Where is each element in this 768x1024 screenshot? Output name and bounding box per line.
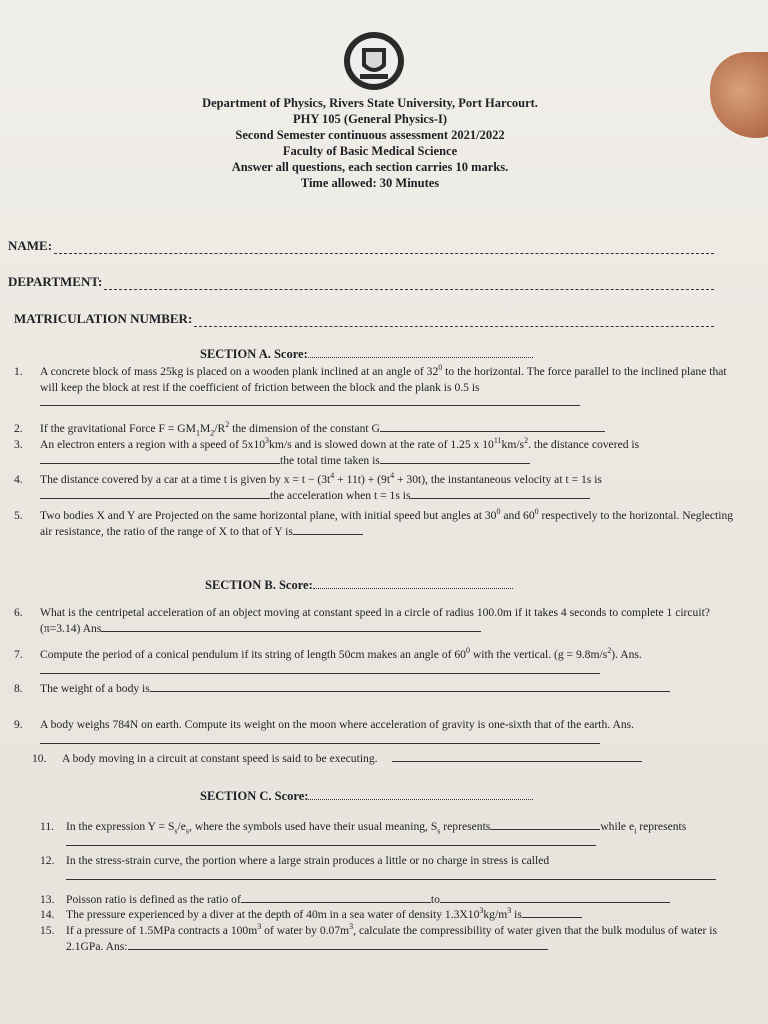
matric-blank xyxy=(194,316,714,327)
name-label: NAME: xyxy=(8,238,53,253)
question-14: 14. The pressure experienced by a diver at the depth of 40m in a sea water of density $1.3X10^3kg/m^3$ is xyxy=(40,907,745,923)
header-time: Time allowed: 30 Minutes xyxy=(300,176,440,190)
question-8: 8. The weight of a body is xyxy=(14,681,744,697)
department-field xyxy=(8,274,714,290)
answer-blank xyxy=(66,836,596,846)
answer-blank xyxy=(128,940,548,950)
answer-blank xyxy=(380,422,605,432)
answer-blank xyxy=(241,893,431,903)
question-5: 5. Two bodies X and Y are Projected on the same horizontal plane, with initial speed but angles at $30^0$ and $60^0$ respectively to the horizontal. Neglecting air resistance, the ratio of the range of X to that of Y is xyxy=(14,507,734,538)
name-field xyxy=(8,238,714,254)
question-9: 9. A body weighs 784N on earth. Compute its weight on the moon where acceleration of gravity is one-sixth that of the earth. Ans. xyxy=(14,717,744,748)
answer-blank xyxy=(380,454,530,464)
answer-blank xyxy=(293,525,363,535)
answer-blank xyxy=(40,664,600,674)
answer-blank xyxy=(101,622,481,632)
name-blank xyxy=(54,243,714,254)
matric-field xyxy=(14,311,714,327)
header-course: PHY 105 (General Physics-I) xyxy=(292,112,448,126)
answer-blank xyxy=(150,682,670,692)
question-12: 12. In the stress-strain curve, the portion where a large strain produces a little or no charge in stress is called xyxy=(40,853,745,884)
answer-blank xyxy=(66,870,716,880)
answer-blank xyxy=(40,734,600,744)
answer-blank xyxy=(410,489,590,499)
answer-blank xyxy=(40,454,280,464)
header-semester: Second Semester continuous assessment 2021/2022 xyxy=(235,128,505,142)
question-13: 13. Poisson ratio is defined as the ratio of to xyxy=(40,892,745,908)
question-6: 6. What is the centripetal acceleration of an object moving at constant speed in a circle of radius 100.0m if it takes 4 seconds to complete 1 circuit? (π=3.14) Ans xyxy=(14,606,710,635)
answer-blank xyxy=(440,893,670,903)
section-c-title: SECTION C. Score: xyxy=(200,789,533,804)
question-3: 3. An electron enters a region with a speed of $5x10^3km/s$ and is slowed down at the rate of 1.25 x $10^{11}km/s^2$. the distance covered isthe total time taken is xyxy=(14,436,640,467)
header-faculty: Faculty of Basic Medical Science xyxy=(282,144,458,158)
department-blank xyxy=(104,279,714,290)
section-b-title: SECTION B. Score: xyxy=(205,578,513,593)
answer-blank xyxy=(392,752,642,762)
question-2: 2. If the gravitational Force $F = GM_1M_2/R^2$ the dimension of the constant G xyxy=(14,421,744,437)
answer-blank xyxy=(522,908,582,918)
matric-label: MATRICULATION NUMBER: xyxy=(14,311,193,326)
answer-blank xyxy=(40,489,270,499)
answer-blank xyxy=(40,396,580,406)
university-crest-icon xyxy=(342,30,406,92)
question-15: 15. If a pressure of 1.5MPa contracts a $100m^3$ of water by $0.07m^3$, calculate the compressibility of water given that the bulk modulus of water is 2.1GPa. Ans: xyxy=(40,922,717,953)
question-11: 11. In the expression $Y = S_s/e_s$, where the symbols used have their usual meaning, $S_s$ represents while $e_i$ represents xyxy=(40,819,745,850)
question-4: 4. The distance covered by a car at a time t is given by $x = t - (3t^4 + 11t) + (9t^4 + 30t)$, the instantaneous velocity at t = 1s isthe acceleration when t = 1s is xyxy=(14,471,602,502)
answer-blank xyxy=(490,820,600,830)
question-1: 1. A concrete block of mass 25kg is placed on a wooden plank inclined at an angle of $32^0$ to the horizontal. The force parallel to the inclined plane that will keep the block at rest if the coefficient of friction between the block and the plank is 0.5 is xyxy=(14,364,744,411)
header-instructions: Answer all questions, each section carries 10 marks. xyxy=(231,160,509,174)
question-7: 7. Compute the period of a conical pendulum if its string of length 50cm makes an angle of $60^0$ with the vertical. $(g = 9.8m/s^2)$. Ans. xyxy=(14,647,744,678)
section-a-title: SECTION A. Score: xyxy=(200,347,533,362)
department-label: DEPARTMENT: xyxy=(8,274,103,289)
exam-header xyxy=(150,95,590,191)
question-10: 10. A body moving in a circuit at constant speed is said to be executing. xyxy=(36,751,744,767)
header-department: Department of Physics, Rivers State University, Port Harcourt. xyxy=(202,96,538,110)
finger-photo-edge xyxy=(710,52,768,138)
